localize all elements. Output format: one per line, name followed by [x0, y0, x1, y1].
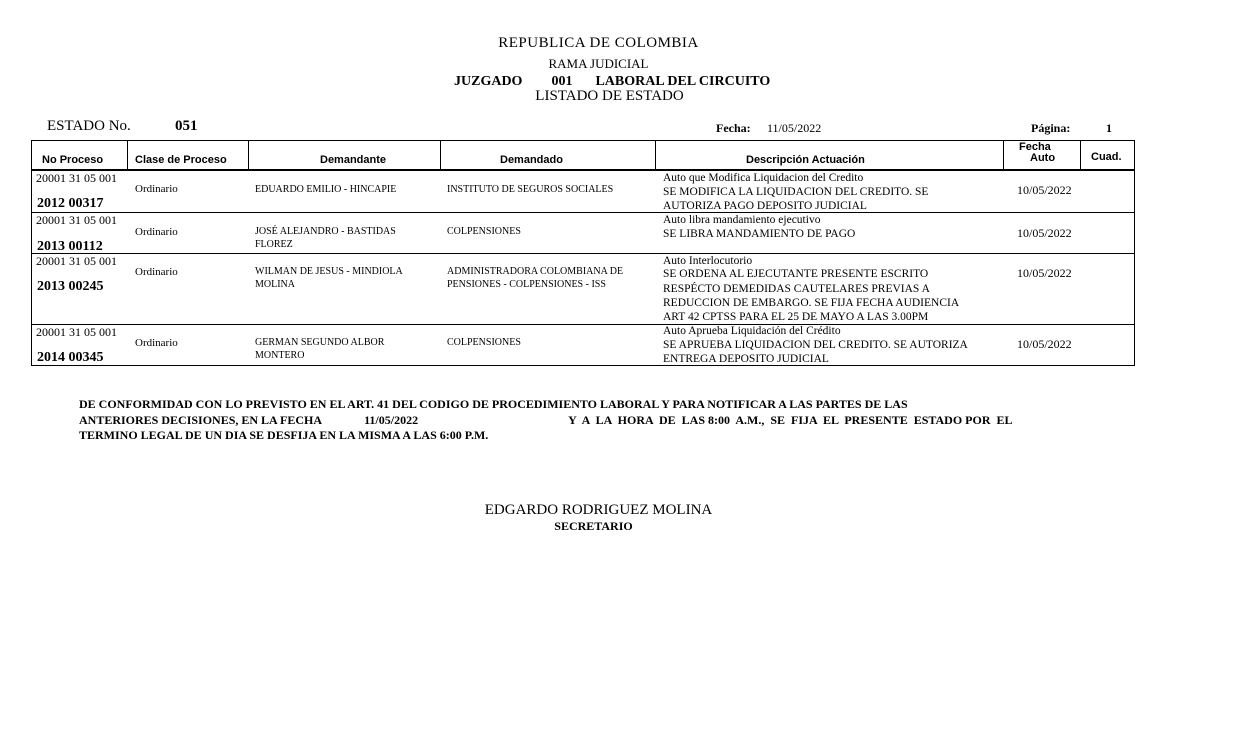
signature-name: EDGARDO RODRIGUEZ MOLINA — [484, 502, 713, 518]
estado-label: ESTADO No. — [47, 118, 131, 134]
signature-role: SECRETARIO — [554, 519, 633, 533]
row4-demandante: GERMAN SEGUNDO ALBOR MONTERO — [255, 337, 385, 361]
notice-date: 11/05/2022 — [364, 412, 419, 427]
col-header-cuad: Cuad. — [1091, 151, 1122, 163]
row1-demandante: EDUARDO EMILIO - HINCAPIE — [255, 184, 397, 195]
col-divider — [248, 140, 249, 170]
notice-line-2a: ANTERIORES DECISIONES, EN LA FECHA — [79, 412, 323, 427]
header-row-divider — [31, 169, 1135, 171]
row2-desc-2: SE LIBRA MANDAMIENTO DE PAGO — [663, 228, 856, 240]
row3-clase: Ordinario — [135, 266, 178, 278]
notice-line-3: TERMINO LEGAL DE UN DIA SE DESFIJA EN LA MISMA A LAS 6:00 P.M. — [79, 428, 489, 442]
row2-proceso-bot: 2013 00112 — [37, 239, 103, 254]
notice-line-2 — [79, 413, 1013, 429]
row3-desc-2: SE ORDENA AL EJECUTANTE PRESENTE ESCRITO — [663, 268, 929, 280]
row3-demandante: WILMAN DE JESUS - MINDIOLA MOLINA — [255, 266, 403, 290]
col-header-fecha: Fecha — [1019, 141, 1051, 153]
row3-desc-3: RESPÉCTO DEMEDIDAS CAUTELARES PREVIAS A — [663, 283, 930, 295]
col-header-demandado: Demandado — [500, 154, 563, 166]
row4-clase: Ordinario — [135, 337, 178, 349]
row3-demandado: ADMINISTRADORA COLOMBIANA DE PENSIONES - COLPENSIONES - ISS — [447, 266, 624, 290]
row3-proceso-bot: 2013 00245 — [37, 279, 104, 294]
row3-fecha-auto: 10/05/2022 — [1017, 266, 1072, 280]
estado-number: 051 — [175, 118, 198, 134]
row1-desc-3: AUTORIZA PAGO DEPOSITO JUDICIAL — [663, 200, 867, 212]
row4-desc-3: ENTREGA DEPOSITO JUDICIAL — [663, 353, 829, 365]
row1-desc-2: SE MODIFICA LA LIQUIDACION DEL CREDITO. SE — [663, 186, 929, 198]
row3-proceso-top: 20001 31 05 001 — [36, 254, 117, 268]
col-divider — [440, 140, 441, 170]
juzgado-name: LABORAL DEL CIRCUITO — [595, 74, 771, 89]
row2-desc-1: Auto libra mandamiento ejecutivo — [663, 214, 821, 226]
row1-desc-1: Auto que Modifica Liquidacion del Credito — [663, 172, 864, 184]
col-divider — [1003, 140, 1004, 170]
fecha-label: Fecha: — [716, 121, 751, 135]
row4-desc-1: Auto Aprueba Liquidación del Crédito — [663, 325, 841, 337]
row2-demandado: COLPENSIONES — [447, 226, 521, 237]
notice-line-2b: Y A LA HORA DE LAS 8:00 A.M., SE FIJA EL PRESENTE ESTADO POR EL — [568, 412, 1013, 427]
row4-proceso-bot: 2014 00345 — [37, 350, 104, 365]
juzgado-label: JUZGADO — [454, 74, 523, 89]
row4-proceso-top: 20001 31 05 001 — [36, 325, 117, 339]
col-header-clase: Clase de Proceso — [135, 154, 227, 166]
fecha-value: 11/05/2022 — [767, 121, 822, 135]
pagina-value: 1 — [1106, 121, 1112, 135]
notice-line-1: DE CONFORMIDAD CON LO PREVISTO EN EL ART. 41 DEL CODIGO DE PROCEDIMIENTO LABORAL Y PARA NOTIFICAR A LAS PARTES DE LAS — [79, 397, 908, 411]
header-republica: REPUBLICA DE COLOMBIA — [498, 35, 699, 51]
row2-demandante: JOSÉ ALEJANDRO - BASTIDAS FLOREZ — [255, 226, 396, 250]
col-divider — [655, 140, 656, 170]
row-divider — [31, 212, 1135, 213]
row4-fecha-auto: 10/05/2022 — [1017, 337, 1072, 351]
col-header-demandante: Demandante — [320, 154, 387, 166]
notice-paragraph — [79, 397, 1013, 444]
row3-desc-1: Auto Interlocutorio — [663, 255, 753, 267]
row1-proceso-bot: 2012 00317 — [37, 196, 104, 211]
row2-fecha-auto: 10/05/2022 — [1017, 226, 1072, 240]
row2-clase: Ordinario — [135, 226, 178, 238]
row4-demandado: COLPENSIONES — [447, 337, 521, 348]
header-rama-judicial: RAMA JUDICIAL — [548, 56, 649, 71]
row3-desc-4: REDUCCION DE EMBARGO. SE FIJA FECHA AUDIENCIA — [663, 297, 960, 309]
pagina-label: Página: — [1031, 121, 1071, 135]
row1-clase: Ordinario — [135, 183, 178, 195]
juzgado-number: 001 — [551, 74, 573, 89]
row-divider — [31, 324, 1135, 325]
header-listado: LISTADO DE ESTADO — [535, 88, 684, 104]
row-divider — [31, 253, 1135, 254]
row1-fecha-auto: 10/05/2022 — [1017, 183, 1072, 197]
row4-desc-2: SE APRUEBA LIQUIDACION DEL CREDITO. SE AUTORIZA — [663, 339, 968, 351]
col-divider — [1080, 140, 1081, 170]
col-divider — [127, 140, 128, 170]
row2-proceso-top: 20001 31 05 001 — [36, 213, 117, 227]
row1-demandado: INSTITUTO DE SEGUROS SOCIALES — [447, 184, 614, 195]
col-header-auto: Auto — [1030, 152, 1056, 164]
col-header-descripcion: Descripción Actuación — [746, 154, 865, 166]
col-header-no-proceso: No Proceso — [42, 154, 104, 166]
row1-proceso-top: 20001 31 05 001 — [36, 171, 117, 185]
row3-desc-5: ART 42 CPTSS PARA EL 25 DE MAYO A LAS 3.00PM — [663, 311, 929, 323]
